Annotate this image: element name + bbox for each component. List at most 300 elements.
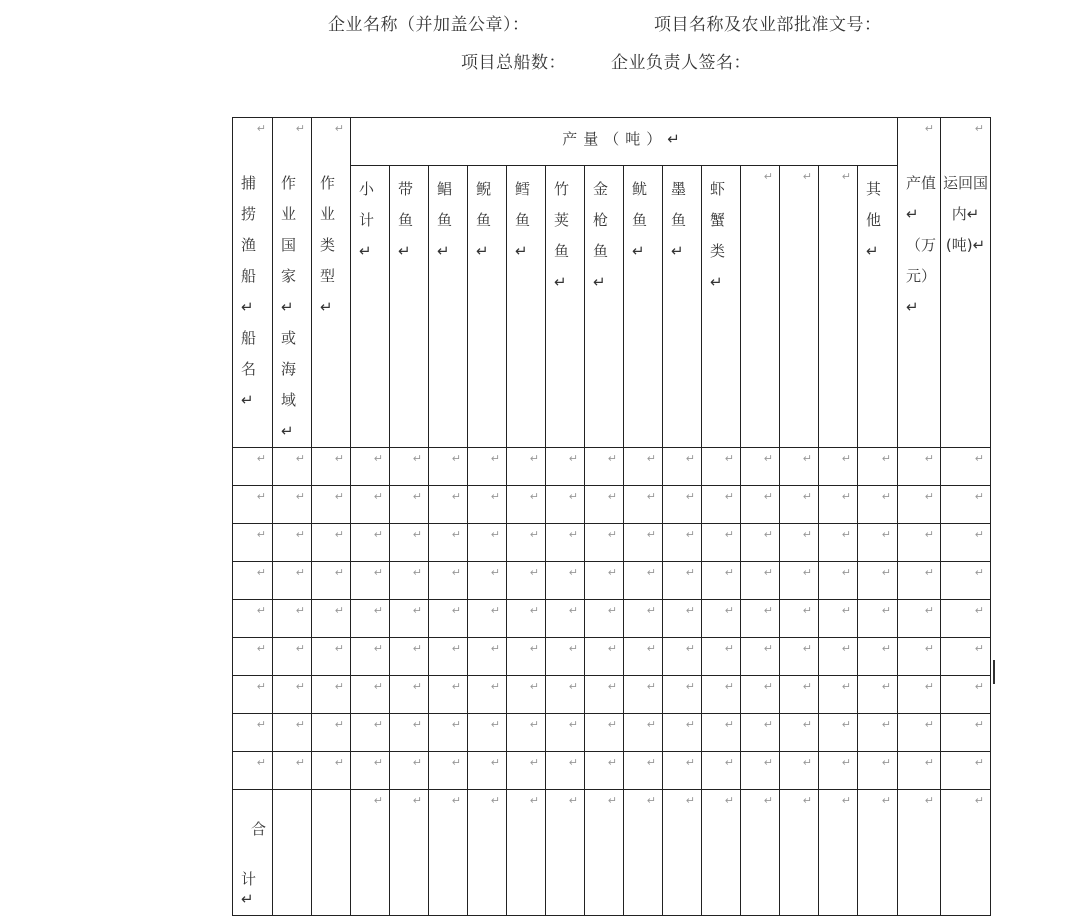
return-mark: ↵ xyxy=(412,528,422,541)
return-mark: ↵ xyxy=(295,122,305,135)
table-cell[interactable] xyxy=(941,562,991,600)
species-header-text: 鲳鱼↵ xyxy=(437,180,453,261)
table-cell[interactable] xyxy=(233,676,273,714)
total-label-bottom: 计↵ xyxy=(241,870,257,908)
return-mark: ↵ xyxy=(451,718,461,731)
species-header xyxy=(429,166,468,448)
return-mark: ↵ xyxy=(568,718,578,731)
total-cell[interactable] xyxy=(780,790,819,916)
table-cell[interactable] xyxy=(702,448,741,486)
table-cell[interactable] xyxy=(702,600,741,638)
table-cell[interactable] xyxy=(741,676,780,714)
table-row xyxy=(233,524,991,562)
table-cell[interactable] xyxy=(546,676,585,714)
return-mark: ↵ xyxy=(974,794,984,807)
return-mark: ↵ xyxy=(568,452,578,465)
return-mark: ↵ xyxy=(295,490,305,503)
species-header xyxy=(624,166,663,448)
table-cell[interactable] xyxy=(858,524,898,562)
table-cell[interactable] xyxy=(468,562,507,600)
return-mark: ↵ xyxy=(974,756,984,769)
return-mark: ↵ xyxy=(841,604,851,617)
table-cell[interactable] xyxy=(546,524,585,562)
return-mark: ↵ xyxy=(256,642,266,655)
table-cell[interactable] xyxy=(858,676,898,714)
table-cell[interactable] xyxy=(390,714,429,752)
table-cell[interactable] xyxy=(741,448,780,486)
table-cell[interactable] xyxy=(507,562,546,600)
return-mark: ↵ xyxy=(763,680,773,693)
table-cell[interactable] xyxy=(429,562,468,600)
return-mark: ↵ xyxy=(881,680,891,693)
return-mark: ↵ xyxy=(763,490,773,503)
table-cell[interactable] xyxy=(233,448,273,486)
table-cell[interactable] xyxy=(819,448,858,486)
return-mark: ↵ xyxy=(334,528,344,541)
table-cell[interactable] xyxy=(429,486,468,524)
species-header-text: 带鱼↵ xyxy=(398,180,414,261)
total-cell[interactable] xyxy=(273,790,312,916)
return-mark: ↵ xyxy=(763,452,773,465)
table-cell[interactable] xyxy=(351,752,390,790)
return-mark: ↵ xyxy=(724,604,734,617)
table-cell[interactable] xyxy=(624,752,663,790)
table-row xyxy=(233,600,991,638)
table-cell[interactable] xyxy=(780,448,819,486)
species-header xyxy=(819,166,858,448)
table-cell[interactable] xyxy=(941,714,991,752)
table-cell[interactable] xyxy=(819,562,858,600)
species-header xyxy=(468,166,507,448)
return-mark: ↵ xyxy=(568,756,578,769)
table-cell[interactable] xyxy=(468,486,507,524)
table-cell[interactable] xyxy=(546,638,585,676)
species-header-text: 金枪鱼↵ xyxy=(593,180,609,292)
return-mark: ↵ xyxy=(881,794,891,807)
table-cell[interactable] xyxy=(429,752,468,790)
table-cell[interactable] xyxy=(819,714,858,752)
return-mark: ↵ xyxy=(256,528,266,541)
table-cell[interactable] xyxy=(702,752,741,790)
return-mark: ↵ xyxy=(685,642,695,655)
table-cell[interactable] xyxy=(702,524,741,562)
table-cell[interactable] xyxy=(312,448,351,486)
return-mark: ↵ xyxy=(412,756,422,769)
table-cell[interactable] xyxy=(663,714,702,752)
table-cell[interactable] xyxy=(624,448,663,486)
return-mark: ↵ xyxy=(607,680,617,693)
table-cell[interactable] xyxy=(273,714,312,752)
return-mark: ↵ xyxy=(607,642,617,655)
table-cell[interactable] xyxy=(702,486,741,524)
table-cell[interactable] xyxy=(429,524,468,562)
table-cell[interactable] xyxy=(858,714,898,752)
return-mark: ↵ xyxy=(607,490,617,503)
species-header xyxy=(546,166,585,448)
table-cell[interactable] xyxy=(819,752,858,790)
table-cell[interactable] xyxy=(624,524,663,562)
table-cell[interactable] xyxy=(390,448,429,486)
return-mark: ↵ xyxy=(841,794,851,807)
return-mark: ↵ xyxy=(685,452,695,465)
table-cell[interactable] xyxy=(468,524,507,562)
table-cell[interactable] xyxy=(585,486,624,524)
table-cell[interactable] xyxy=(663,676,702,714)
table-cell[interactable] xyxy=(312,676,351,714)
vessel-name-header xyxy=(233,118,273,448)
table-cell[interactable] xyxy=(351,562,390,600)
table-cell[interactable] xyxy=(858,448,898,486)
return-mark: ↵ xyxy=(724,756,734,769)
table-cell[interactable] xyxy=(233,562,273,600)
total-cell[interactable] xyxy=(741,790,780,916)
table-cell[interactable] xyxy=(312,714,351,752)
table-cell[interactable] xyxy=(585,600,624,638)
table-cell[interactable] xyxy=(390,486,429,524)
table-cell[interactable] xyxy=(941,638,991,676)
table-cell[interactable] xyxy=(898,676,941,714)
return-mark: ↵ xyxy=(490,718,500,731)
return-mark: ↵ xyxy=(607,452,617,465)
table-cell[interactable] xyxy=(858,638,898,676)
total-cell[interactable] xyxy=(312,790,351,916)
table-cell[interactable] xyxy=(624,676,663,714)
return-mark: ↵ xyxy=(646,528,656,541)
table-row xyxy=(233,676,991,714)
table-cell[interactable] xyxy=(663,448,702,486)
table-row xyxy=(233,638,991,676)
table-cell[interactable] xyxy=(858,752,898,790)
table-cell[interactable] xyxy=(702,676,741,714)
return-mark: ↵ xyxy=(974,122,984,135)
table-cell[interactable] xyxy=(546,562,585,600)
return-mark: ↵ xyxy=(685,528,695,541)
return-mark: ↵ xyxy=(256,604,266,617)
return-mark: ↵ xyxy=(924,794,934,807)
return-mark: ↵ xyxy=(841,528,851,541)
total-cell[interactable] xyxy=(624,790,663,916)
table-cell[interactable] xyxy=(585,638,624,676)
table-cell[interactable] xyxy=(780,676,819,714)
table-cell[interactable] xyxy=(702,562,741,600)
table-cell[interactable] xyxy=(624,562,663,600)
total-cell[interactable] xyxy=(819,790,858,916)
total-cell[interactable] xyxy=(351,790,390,916)
table-cell[interactable] xyxy=(507,752,546,790)
table-cell[interactable] xyxy=(390,638,429,676)
table-cell[interactable] xyxy=(507,524,546,562)
table-cell[interactable] xyxy=(898,524,941,562)
table-cell[interactable] xyxy=(624,486,663,524)
table-cell[interactable] xyxy=(468,714,507,752)
return-mark: ↵ xyxy=(412,452,422,465)
production-header xyxy=(351,118,898,166)
total-cell[interactable] xyxy=(898,790,941,916)
return-mark: ↵ xyxy=(646,490,656,503)
table-row xyxy=(233,562,991,600)
return-mark: ↵ xyxy=(334,122,344,135)
table-cell[interactable] xyxy=(468,600,507,638)
table-cell[interactable] xyxy=(624,714,663,752)
species-header-text: ↵ xyxy=(802,170,812,184)
table-cell[interactable] xyxy=(780,714,819,752)
table-cell[interactable] xyxy=(941,524,991,562)
return-mark: ↵ xyxy=(646,756,656,769)
return-mark: ↵ xyxy=(924,490,934,503)
table-cell[interactable] xyxy=(941,752,991,790)
return-mark: ↵ xyxy=(490,528,500,541)
table-cell[interactable] xyxy=(819,600,858,638)
species-header-text: 小计↵ xyxy=(359,180,375,261)
return-mark: ↵ xyxy=(974,566,984,579)
return-mark: ↵ xyxy=(451,642,461,655)
table-cell[interactable] xyxy=(429,676,468,714)
total-cell[interactable] xyxy=(941,790,991,916)
table-cell[interactable] xyxy=(819,486,858,524)
table-cell[interactable] xyxy=(546,600,585,638)
table-cell[interactable] xyxy=(390,676,429,714)
table-cell[interactable] xyxy=(273,486,312,524)
table-cell[interactable] xyxy=(663,562,702,600)
table-cell[interactable] xyxy=(351,486,390,524)
table-cell[interactable] xyxy=(468,676,507,714)
return-mark: ↵ xyxy=(373,452,383,465)
return-mark: ↵ xyxy=(295,452,305,465)
table-cell[interactable] xyxy=(507,676,546,714)
table-cell[interactable] xyxy=(390,562,429,600)
return-mark: ↵ xyxy=(924,604,934,617)
return-mark: ↵ xyxy=(841,680,851,693)
table-cell[interactable] xyxy=(898,448,941,486)
return-mark: ↵ xyxy=(373,528,383,541)
return-mark: ↵ xyxy=(451,756,461,769)
table-cell[interactable] xyxy=(233,638,273,676)
table-cell[interactable] xyxy=(741,638,780,676)
table-cell[interactable] xyxy=(941,486,991,524)
table-cell[interactable] xyxy=(898,752,941,790)
return-mark: ↵ xyxy=(490,490,500,503)
return-mark: ↵ xyxy=(529,604,539,617)
table-cell[interactable] xyxy=(941,600,991,638)
table-cell[interactable] xyxy=(702,714,741,752)
table-cell[interactable] xyxy=(780,752,819,790)
table-cell[interactable] xyxy=(546,486,585,524)
table-cell[interactable] xyxy=(858,486,898,524)
table-cell[interactable] xyxy=(663,524,702,562)
species-header xyxy=(780,166,819,448)
return-mark: ↵ xyxy=(568,490,578,503)
table-cell[interactable] xyxy=(585,448,624,486)
return-mark: ↵ xyxy=(607,528,617,541)
return-mark: ↵ xyxy=(256,680,266,693)
table-cell[interactable] xyxy=(312,562,351,600)
table-cell[interactable] xyxy=(819,524,858,562)
return-mark: ↵ xyxy=(529,528,539,541)
return-mark: ↵ xyxy=(646,642,656,655)
table-cell[interactable] xyxy=(858,600,898,638)
total-cell[interactable] xyxy=(468,790,507,916)
table-cell[interactable] xyxy=(312,600,351,638)
return-mark: ↵ xyxy=(646,566,656,579)
return-mark: ↵ xyxy=(373,756,383,769)
return-mark: ↵ xyxy=(373,604,383,617)
return-mark: ↵ xyxy=(763,566,773,579)
table-cell[interactable] xyxy=(273,638,312,676)
return-mark: ↵ xyxy=(529,718,539,731)
table-cell[interactable] xyxy=(507,638,546,676)
table-cell[interactable] xyxy=(233,714,273,752)
table-cell[interactable] xyxy=(429,600,468,638)
return-mark: ↵ xyxy=(412,566,422,579)
table-cell[interactable] xyxy=(233,486,273,524)
species-header-text: 竹荚鱼↵ xyxy=(554,180,570,292)
return-mark: ↵ xyxy=(881,528,891,541)
total-cell[interactable] xyxy=(702,790,741,916)
total-cell[interactable] xyxy=(858,790,898,916)
table-cell[interactable] xyxy=(312,524,351,562)
table-cell[interactable] xyxy=(780,486,819,524)
table-cell[interactable] xyxy=(624,600,663,638)
table-cell[interactable] xyxy=(585,524,624,562)
return-mark: ↵ xyxy=(451,680,461,693)
table-cell[interactable] xyxy=(585,562,624,600)
return-mark: ↵ xyxy=(802,528,812,541)
return-mark: ↵ xyxy=(724,680,734,693)
table-cell[interactable] xyxy=(546,714,585,752)
table-cell[interactable] xyxy=(312,638,351,676)
table-cell[interactable] xyxy=(585,676,624,714)
table-cell[interactable] xyxy=(351,638,390,676)
table-cell[interactable] xyxy=(858,562,898,600)
table-cell[interactable] xyxy=(741,562,780,600)
table-cell[interactable] xyxy=(273,752,312,790)
total-cell[interactable] xyxy=(546,790,585,916)
table-cell[interactable] xyxy=(273,600,312,638)
table-cell[interactable] xyxy=(780,562,819,600)
total-cell[interactable] xyxy=(429,790,468,916)
return-mark: ↵ xyxy=(685,680,695,693)
table-cell[interactable] xyxy=(898,600,941,638)
table-cell[interactable] xyxy=(546,752,585,790)
return-mark: ↵ xyxy=(763,642,773,655)
table-cell[interactable] xyxy=(702,638,741,676)
table-cell[interactable] xyxy=(468,752,507,790)
table-cell[interactable] xyxy=(780,524,819,562)
table-cell[interactable] xyxy=(468,638,507,676)
table-cell[interactable] xyxy=(663,638,702,676)
return-mark: ↵ xyxy=(841,452,851,465)
return-mark: ↵ xyxy=(334,604,344,617)
table-cell[interactable] xyxy=(273,562,312,600)
species-header-text: 其他↵ xyxy=(866,180,882,261)
table-cell[interactable] xyxy=(819,638,858,676)
table-cell[interactable] xyxy=(507,486,546,524)
table-cell[interactable] xyxy=(351,600,390,638)
return-mark: ↵ xyxy=(881,642,891,655)
table-cell[interactable] xyxy=(351,676,390,714)
company-name-label: 企业名称（并加盖公章）： xyxy=(328,15,530,35)
return-mark: ↵ xyxy=(802,756,812,769)
table-cell[interactable] xyxy=(663,752,702,790)
table-cell[interactable] xyxy=(273,524,312,562)
return-mark: ↵ xyxy=(924,718,934,731)
table-cell[interactable] xyxy=(898,562,941,600)
type-header xyxy=(312,118,351,448)
table-cell[interactable] xyxy=(741,600,780,638)
table-cell[interactable] xyxy=(585,752,624,790)
table-cell[interactable] xyxy=(351,714,390,752)
table-cell[interactable] xyxy=(273,448,312,486)
table-cell[interactable] xyxy=(351,524,390,562)
return-mark: ↵ xyxy=(974,528,984,541)
return-mark: ↵ xyxy=(568,642,578,655)
table-cell[interactable] xyxy=(273,676,312,714)
table-cell[interactable] xyxy=(819,676,858,714)
return-mark: ↵ xyxy=(646,680,656,693)
total-cell[interactable] xyxy=(663,790,702,916)
table-cell[interactable] xyxy=(312,486,351,524)
table-cell[interactable] xyxy=(312,752,351,790)
return-mark: ↵ xyxy=(724,718,734,731)
return-mark: ↵ xyxy=(802,604,812,617)
return-mark: ↵ xyxy=(646,718,656,731)
return-mark: ↵ xyxy=(841,642,851,655)
table-cell[interactable] xyxy=(429,448,468,486)
return-mark: ↵ xyxy=(685,718,695,731)
table-cell[interactable] xyxy=(941,448,991,486)
table-cell[interactable] xyxy=(741,486,780,524)
table-cell[interactable] xyxy=(390,600,429,638)
table-cell[interactable] xyxy=(233,752,273,790)
table-cell[interactable] xyxy=(741,752,780,790)
table-cell[interactable] xyxy=(898,638,941,676)
return-mark: ↵ xyxy=(256,566,266,579)
return-mark: ↵ xyxy=(924,452,934,465)
table-cell[interactable] xyxy=(780,638,819,676)
table-cell[interactable] xyxy=(351,448,390,486)
table-cell[interactable] xyxy=(468,448,507,486)
table-cell[interactable] xyxy=(233,600,273,638)
table-cell[interactable] xyxy=(663,600,702,638)
table-cell[interactable] xyxy=(898,714,941,752)
total-cell[interactable] xyxy=(585,790,624,916)
table-cell[interactable] xyxy=(507,714,546,752)
table-cell[interactable] xyxy=(429,638,468,676)
return-mark: ↵ xyxy=(685,490,695,503)
table-cell[interactable] xyxy=(780,600,819,638)
table-cell[interactable] xyxy=(429,714,468,752)
table-cell[interactable] xyxy=(390,752,429,790)
table-cell[interactable] xyxy=(941,676,991,714)
total-cell[interactable] xyxy=(507,790,546,916)
table-cell[interactable] xyxy=(741,524,780,562)
total-cell[interactable] xyxy=(390,790,429,916)
return-mark: ↵ xyxy=(490,794,500,807)
table-cell[interactable] xyxy=(663,486,702,524)
table-cell[interactable] xyxy=(507,448,546,486)
table-cell[interactable] xyxy=(507,600,546,638)
table-cell[interactable] xyxy=(741,714,780,752)
return-mark: ↵ xyxy=(334,566,344,579)
return-mark: ↵ xyxy=(924,680,934,693)
table-cell[interactable] xyxy=(233,524,273,562)
table-cell[interactable] xyxy=(585,714,624,752)
table-cell[interactable] xyxy=(624,638,663,676)
table-cell[interactable] xyxy=(546,448,585,486)
value-header-text: 产值↵（万元）↵ xyxy=(906,174,937,316)
table-cell[interactable] xyxy=(390,524,429,562)
table-cell[interactable] xyxy=(898,486,941,524)
